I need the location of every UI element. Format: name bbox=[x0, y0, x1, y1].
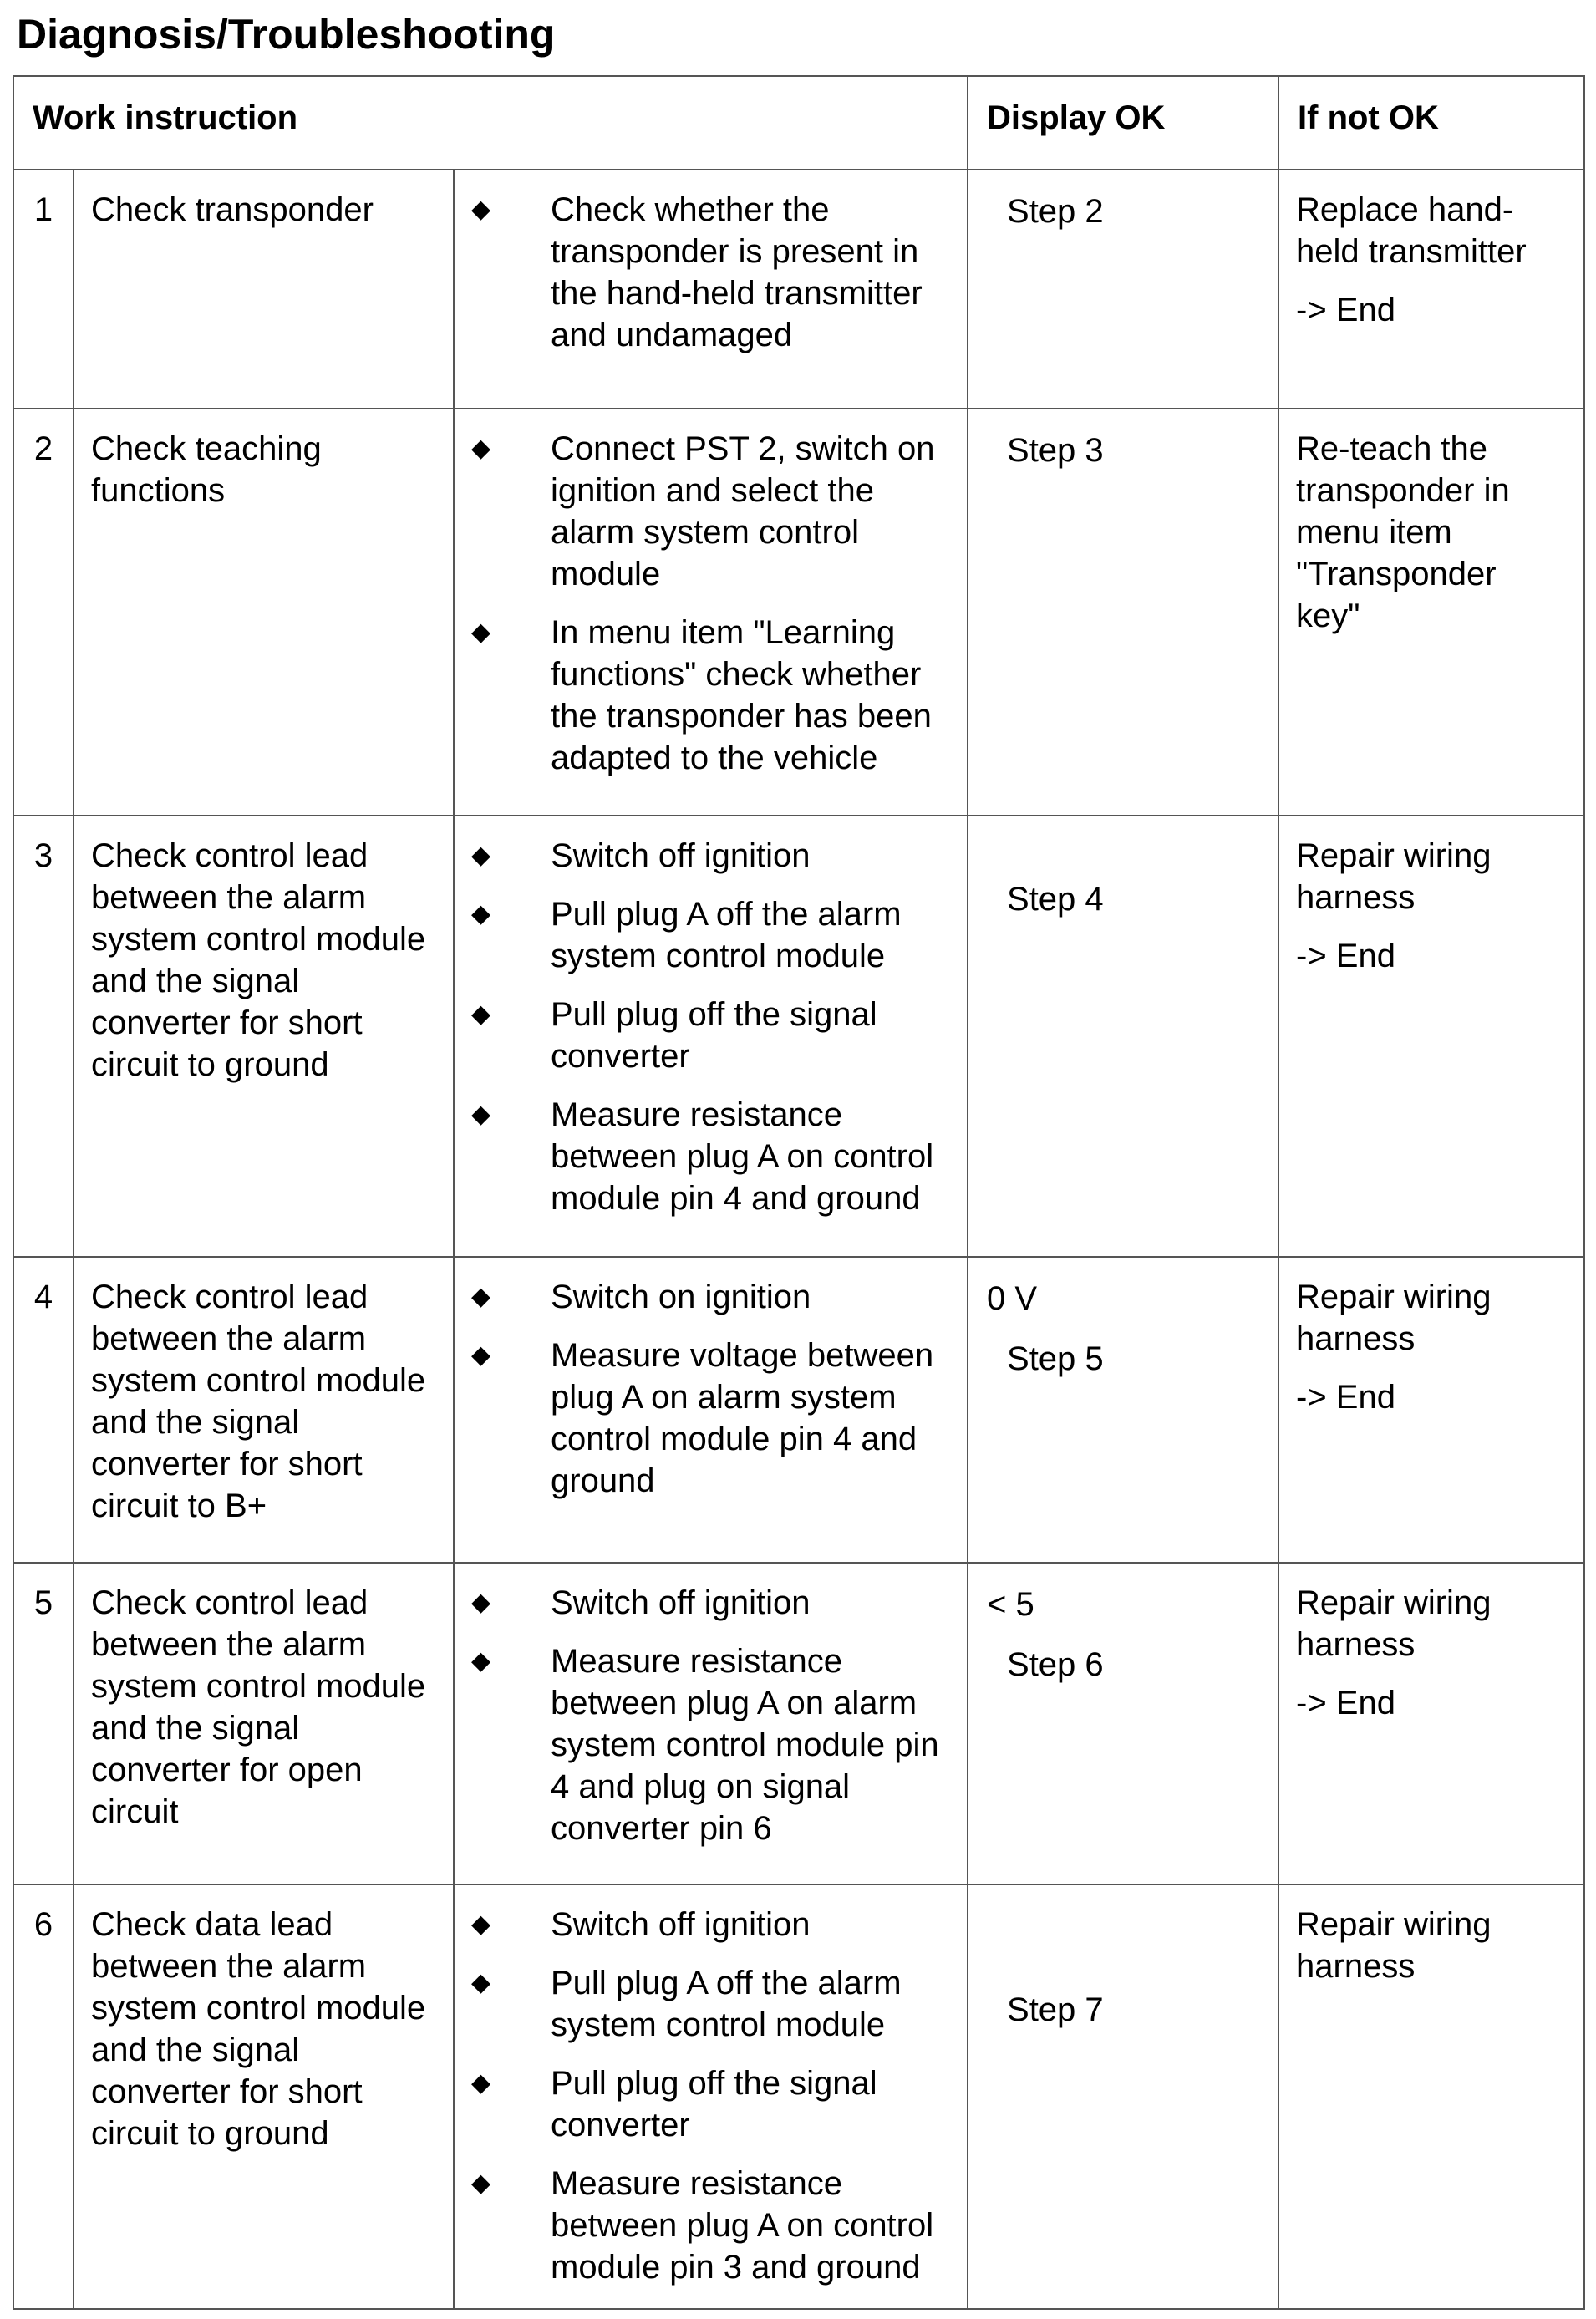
if-not-ok-cell bbox=[1278, 409, 1584, 816]
check-step-text: Measure resistance between plug A on control module pin 4 and ground bbox=[551, 1096, 934, 1217]
if-not-ok-text: Repair wiring harness bbox=[1296, 837, 1492, 916]
diamond-bullet-icon: ◆ bbox=[471, 1101, 491, 1128]
check-step-text: Pull plug A off the alarm system control module bbox=[551, 896, 902, 974]
check-step-text: In menu item "Learning functions" check whether the transponder has been adapted to the vehicle bbox=[551, 614, 932, 776]
check-steps-cell bbox=[454, 170, 968, 409]
table-row bbox=[13, 1563, 1584, 1884]
if-not-ok-cell bbox=[1278, 1257, 1584, 1563]
if-not-ok-cell bbox=[1278, 1563, 1584, 1884]
work-instruction-cell: Check control lead between the alarm system control module and the signal converter for open circuit bbox=[74, 1563, 454, 1884]
display-ok-cell bbox=[968, 170, 1278, 409]
if-not-ok-text: -> End bbox=[1296, 1379, 1395, 1416]
diamond-bullet-icon: ◆ bbox=[471, 618, 491, 646]
check-step-item bbox=[455, 1904, 953, 1945]
table-row bbox=[13, 1884, 1584, 2309]
next-step-label: Step 7 bbox=[1007, 1991, 1104, 2028]
if-not-ok-text: Repair wiring harness bbox=[1296, 1279, 1492, 1357]
step-number: 5 bbox=[13, 1563, 74, 1884]
diamond-bullet-icon: ◆ bbox=[471, 1283, 491, 1310]
work-instruction-cell: Check control lead between the alarm system control module and the signal converter for short circuit to ground bbox=[74, 816, 454, 1257]
check-steps-cell bbox=[454, 1563, 968, 1884]
check-step-text: Pull plug off the signal converter bbox=[551, 996, 877, 1075]
check-step-text: Switch on ignition bbox=[551, 1279, 811, 1315]
step-number: 3 bbox=[13, 816, 74, 1257]
page-title: Diagnosis/Troubleshooting bbox=[17, 11, 556, 58]
work-instruction-cell: Check data lead between the alarm system control module and the signal converter for short circuit to ground bbox=[74, 1884, 454, 2309]
display-ok-value: < 5 bbox=[987, 1586, 1034, 1623]
step-number: 6 bbox=[13, 1884, 74, 2309]
check-step-text: Connect PST 2, switch on ignition and select the alarm system control module bbox=[551, 430, 935, 592]
work-instruction-cell: Check transponder bbox=[74, 170, 454, 409]
display-ok-cell bbox=[968, 1884, 1278, 2309]
display-ok-cell bbox=[968, 409, 1278, 816]
step-number: 4 bbox=[13, 1257, 74, 1563]
next-step-label: Step 3 bbox=[1007, 432, 1104, 469]
if-not-ok-text: Repair wiring harness bbox=[1296, 1906, 1492, 1985]
check-step-item bbox=[455, 1094, 953, 1219]
check-steps-cell bbox=[454, 409, 968, 816]
if-not-ok-cell bbox=[1278, 1884, 1584, 2309]
display-ok-value: 0 V bbox=[987, 1280, 1038, 1317]
check-step-text: Measure resistance between plug A on control module pin 3 and ground bbox=[551, 2165, 934, 2286]
table-body bbox=[13, 170, 1584, 2309]
diamond-bullet-icon: ◆ bbox=[471, 842, 491, 869]
check-step-text: Switch off ignition bbox=[551, 1584, 811, 1621]
troubleshooting-table bbox=[13, 75, 1585, 2310]
step-number: 2 bbox=[13, 409, 74, 816]
diamond-bullet-icon: ◆ bbox=[471, 1969, 491, 1996]
if-not-ok-text: Repair wiring harness bbox=[1296, 1584, 1492, 1663]
table-row bbox=[13, 1257, 1584, 1563]
check-step-text: Pull plug off the signal converter bbox=[551, 2065, 877, 2144]
check-step-item bbox=[455, 1640, 953, 1849]
if-not-ok-text: -> End bbox=[1296, 938, 1395, 974]
work-instruction-cell: Check control lead between the alarm system control module and the signal converter for short circuit to B+ bbox=[74, 1257, 454, 1563]
header-display-ok: Display OK bbox=[968, 76, 1278, 170]
diamond-bullet-icon: ◆ bbox=[471, 2069, 491, 2097]
ok-spacer bbox=[987, 837, 1261, 878]
header-work-instruction: Work instruction bbox=[13, 76, 968, 170]
if-not-ok-cell bbox=[1278, 816, 1584, 1257]
check-step-item bbox=[455, 1276, 953, 1318]
ok-spacer bbox=[987, 1905, 1261, 1947]
check-step-item bbox=[455, 835, 953, 877]
check-steps-cell bbox=[454, 1257, 968, 1563]
next-step-label: Step 2 bbox=[1007, 193, 1104, 230]
diamond-bullet-icon: ◆ bbox=[471, 196, 491, 223]
check-steps-cell bbox=[454, 1884, 968, 2309]
check-step-item bbox=[455, 1962, 953, 2046]
diamond-bullet-icon: ◆ bbox=[471, 1000, 491, 1028]
check-step-text: Switch off ignition bbox=[551, 837, 811, 874]
check-step-text: Measure voltage between plug A on alarm system control module pin 4 and ground bbox=[551, 1337, 934, 1499]
ok-spacer bbox=[987, 1947, 1261, 1989]
check-step-text: Pull plug A off the alarm system control module bbox=[551, 1965, 902, 2043]
check-step-item bbox=[455, 1582, 953, 1624]
diamond-bullet-icon: ◆ bbox=[471, 435, 491, 462]
if-not-ok-text: Re-teach the transponder in menu item "Transponder key" bbox=[1296, 430, 1510, 634]
check-step-item bbox=[455, 612, 953, 779]
check-step-item bbox=[455, 893, 953, 977]
display-ok-cell bbox=[968, 816, 1278, 1257]
table-row bbox=[13, 409, 1584, 816]
check-step-text: Check whether the transponder is present in the hand-held transmitter and undamaged bbox=[551, 191, 923, 353]
if-not-ok-text: -> End bbox=[1296, 1685, 1395, 1721]
diamond-bullet-icon: ◆ bbox=[471, 2169, 491, 2197]
check-step-item bbox=[455, 428, 953, 595]
check-steps-cell bbox=[454, 816, 968, 1257]
next-step-label: Step 6 bbox=[1007, 1646, 1104, 1683]
diamond-bullet-icon: ◆ bbox=[471, 1341, 491, 1369]
display-ok-cell bbox=[968, 1563, 1278, 1884]
diamond-bullet-icon: ◆ bbox=[471, 1910, 491, 1938]
check-step-item bbox=[455, 2163, 953, 2288]
if-not-ok-text: -> End bbox=[1296, 292, 1395, 328]
header-row bbox=[13, 76, 1584, 170]
if-not-ok-text: Replace hand-held transmitter bbox=[1296, 191, 1527, 270]
if-not-ok-cell bbox=[1278, 170, 1584, 409]
check-step-item bbox=[455, 1335, 953, 1502]
check-step-item bbox=[455, 994, 953, 1077]
step-number: 1 bbox=[13, 170, 74, 409]
table-row bbox=[13, 816, 1584, 1257]
diamond-bullet-icon: ◆ bbox=[471, 1647, 491, 1675]
check-step-item bbox=[455, 189, 953, 356]
header-if-not-ok: If not OK bbox=[1278, 76, 1584, 170]
check-step-text: Measure resistance between plug A on alarm system control module pin 4 and plug on signal converter pin 6 bbox=[551, 1643, 939, 1847]
check-step-item bbox=[455, 2062, 953, 2146]
display-ok-cell bbox=[968, 1257, 1278, 1563]
table-row bbox=[13, 170, 1584, 409]
diamond-bullet-icon: ◆ bbox=[471, 900, 491, 928]
check-step-text: Switch off ignition bbox=[551, 1906, 811, 1943]
work-instruction-cell: Check teaching functions bbox=[74, 409, 454, 816]
diamond-bullet-icon: ◆ bbox=[471, 1589, 491, 1616]
next-step-label: Step 5 bbox=[1007, 1340, 1104, 1377]
next-step-label: Step 4 bbox=[1007, 881, 1104, 918]
